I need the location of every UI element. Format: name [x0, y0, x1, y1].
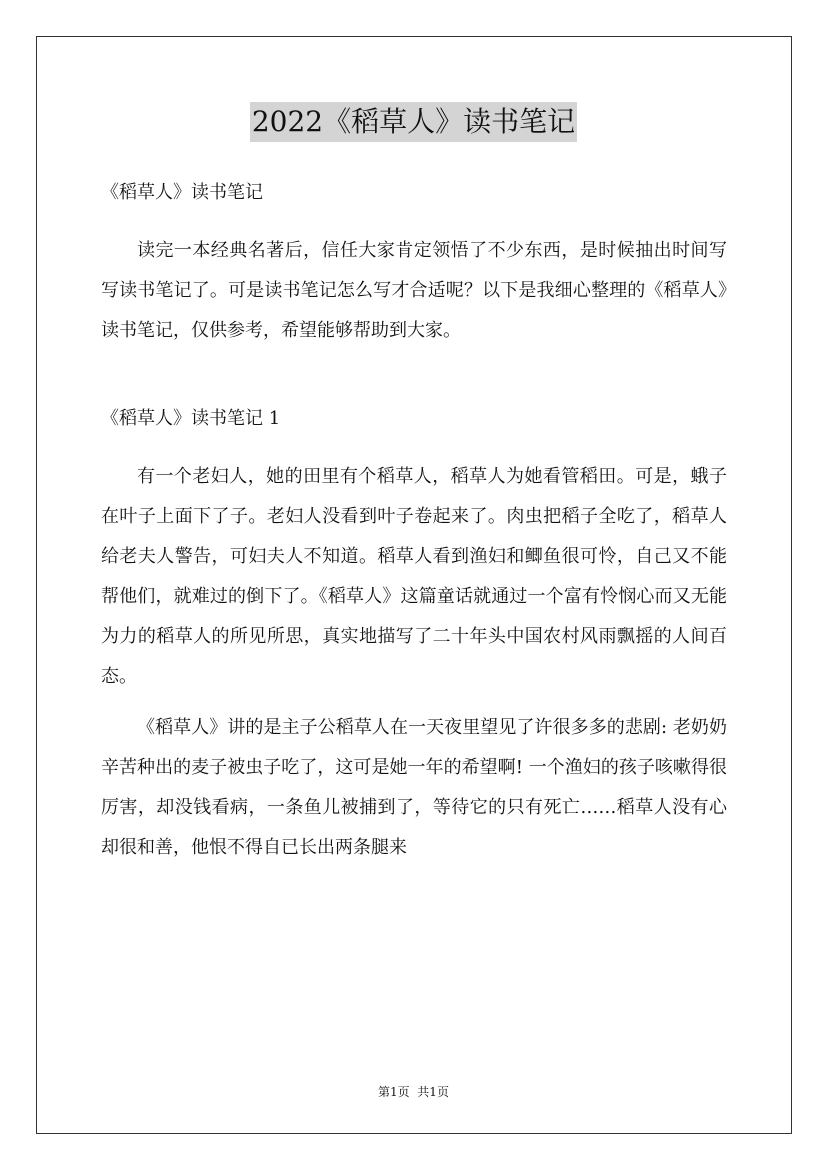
document-title: 2022《稻草人》读书笔记 [250, 102, 577, 142]
intro-heading: 《稻草人》读书笔记 [101, 182, 263, 203]
section1-heading: 《稻草人》读书笔记 1 [101, 408, 281, 429]
title-area [0, 102, 827, 142]
section1-paragraph-1: 有一个老妇人，她的田里有个稻草人，稻草人为她看管稻田。可是，蛾子在叶子上面下了子。老妇人没看到叶子卷起来了。肉虫把稻子全吃了，稻草人给老夫人警告，可妇夫人不知道。稻草人看到渔妇和鲫鱼很可怜，自己又不能帮他们，就难过的倒下了。《稻草人》这篇童话就通过一个富有怜悯心而又无能为力的稻草人的所见所思，真实地描写了二十年头中国农村风雨飘摇的人间百态。 [101, 466, 727, 687]
document-body [101, 173, 727, 868]
section1-paragraph-2: 《稻草人》讲的是主子公稻草人在一天夜里望见了许很多多的悲剧: 老奶奶辛苦种出的麦子被虫子吃了，这可是她一年的希望啊! 一个渔妇的孩子咳嗽得很厉害，却没钱看病，一条鱼儿被捕到了，等待它的只有死亡……稻草人没有心却很和善，他恨不得自已长出两条腿来 [101, 717, 727, 858]
page-footer: 第1页 共1页 [378, 1085, 449, 1099]
intro-paragraph: 读完一本经典名著后，信任大家肯定领悟了不少东西，是时候抽出时间写写读书笔记了。可是读书笔记怎么写才合适呢？以下是我细心整理的《稻草人》读书笔记，仅供参考，希望能够帮助到大家。 [101, 240, 727, 341]
